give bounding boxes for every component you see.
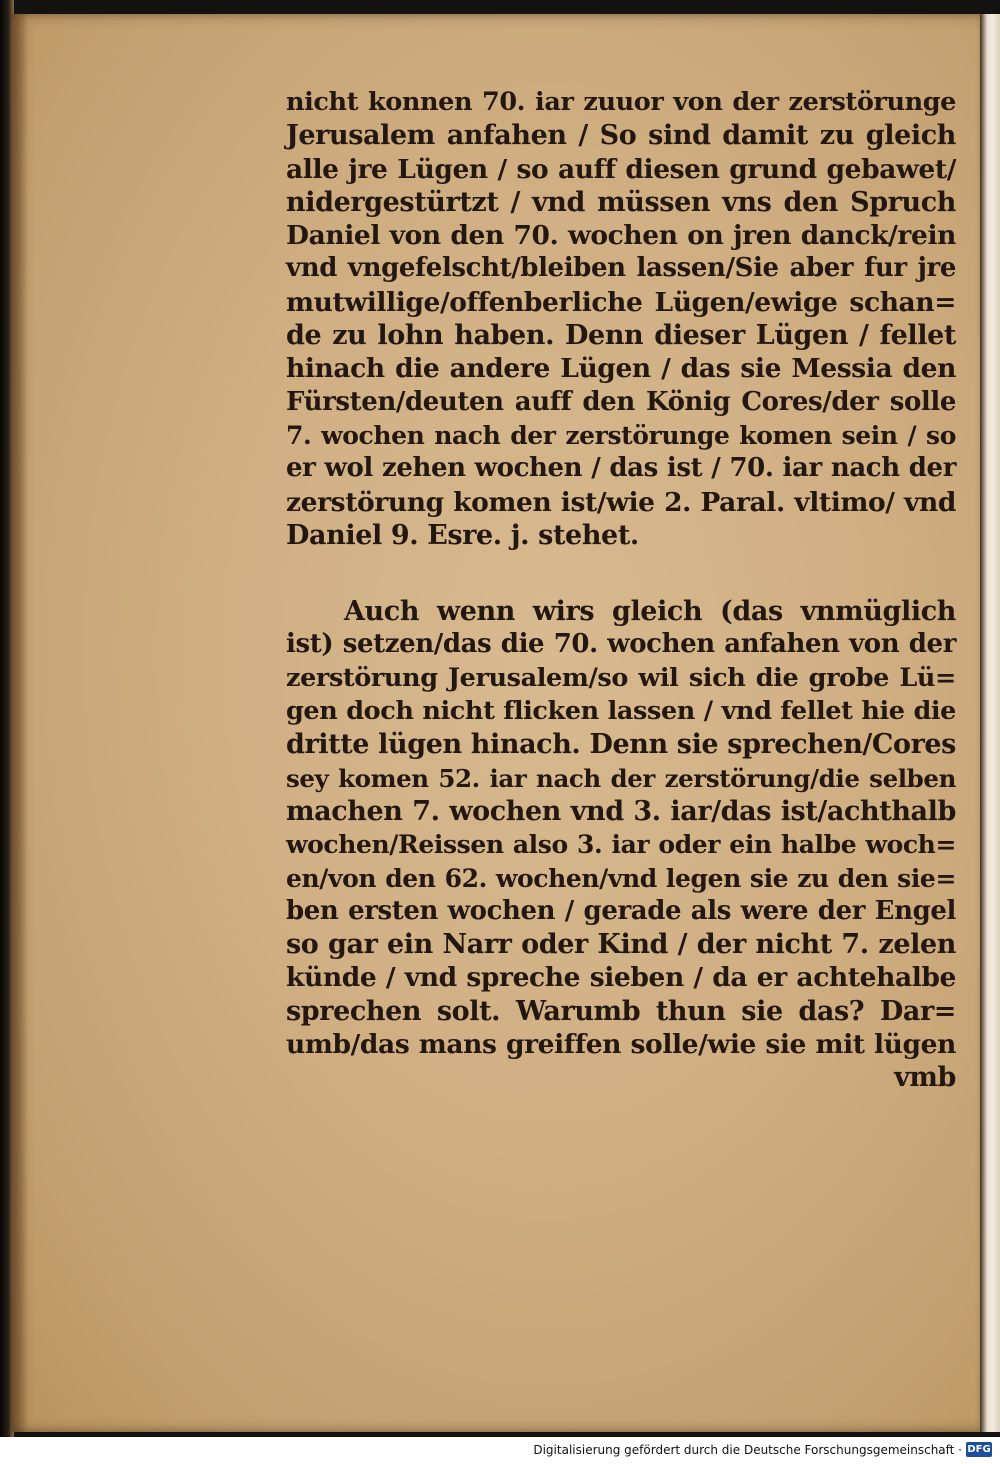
text-line: mutwillige/offenberliche Lügen/ewige schan= [286, 286, 956, 318]
text-line: wochen/Reissen also 3. iar oder ein halbe woch= [286, 830, 956, 860]
text-block [286, 86, 956, 1095]
text-line: Fürsten/deuten auff den König Cores/der solle [286, 386, 956, 417]
text-line: so gar ein Narr oder Kind / der nicht 7. zelen [286, 929, 956, 961]
text-line: er wol zehen wochen / das ist / 70. iar nach der [286, 453, 956, 484]
spine-shadow [12, 14, 28, 1432]
catchword: vmb [894, 1062, 956, 1094]
text-line: nidergestürtzt / vnd müssen vns den Spruch [286, 186, 956, 218]
text-line: de zu lohn haben. Denn dieser Lügen / fellet [286, 320, 956, 352]
text-line: ist) setzen/das die 70. wochen anfahen von der [286, 629, 956, 660]
text-line: hinach die andere Lügen / das sie Messia den [286, 353, 956, 385]
text-line: sprechen solt. Warumb thun sie das? Dar= [286, 995, 956, 1027]
text-line: machen 7. wochen vnd 3. iar/das ist/achthalb [286, 795, 956, 827]
paragraph-1 [286, 86, 956, 552]
text-line: dritte lügen hinach. Denn sie sprechen/Cores [286, 729, 956, 761]
text-line: zerstörung komen ist/wie 2. Paral. vltimo/ vnd [286, 486, 956, 518]
dfg-logo-icon: DFG [967, 1444, 991, 1455]
text-line: zerstörung Jerusalem/so wil sich die grobe Lü= [286, 662, 956, 693]
text-line: alle jre Lügen / so auff diesen grund gebawet/ [286, 153, 956, 185]
paragraph-gap [286, 552, 956, 595]
text-line: künde / vnd spreche sieben / da er achtehalbe [286, 962, 956, 994]
text-line: Daniel 9. Esre. j. stehet. [286, 519, 639, 551]
text-line: sey komen 52. iar nach der zerstörung/die selben [286, 763, 956, 793]
text-line: umb/das mans greiffen solle/wie sie mit lügen [286, 1029, 956, 1061]
text-line: Jerusalem anfahen / So sind damit zu gleich [286, 120, 956, 152]
paragraph-2 [286, 595, 956, 1061]
text-line: 7. wochen nach der zerstörunge komen sein / so [286, 420, 956, 450]
text-line: gen doch nicht flicken lassen / vnd fellet hie die [286, 696, 956, 727]
text-line: Auch wenn wirs gleich (das vnmüglich [344, 596, 956, 628]
text-line: Daniel von den 70. wochen on jren danck/rein [286, 220, 956, 252]
footer-bar [0, 1437, 1000, 1464]
funding-credit: Digitalisierung gefördert durch die Deutsche Forschungsgemeinschaft · [533, 1443, 962, 1457]
text-line: en/von den 62. wochen/vnd legen sie zu den sie= [286, 863, 956, 893]
text-line: ben ersten wochen / gerade als were der Engel [286, 895, 956, 926]
text-line: vnd vngefelscht/bleiben lassen/Sie aber fur jre [286, 253, 956, 284]
text-line: nicht konnen 70. iar zuuor von der zerstörunge [286, 87, 956, 117]
page-fore-edge [980, 14, 1000, 1432]
